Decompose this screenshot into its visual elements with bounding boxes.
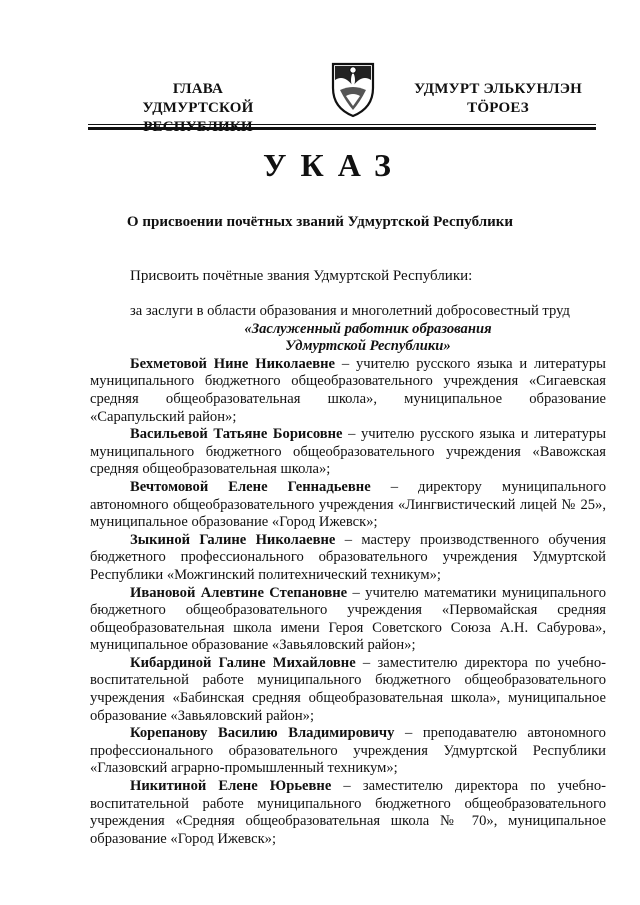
award-title-line1: «Заслуженный работник образования [244,320,492,337]
merit-text: за заслуги в области образования и многолетний добросовестный труд [130,303,570,319]
intro-text: Присвоить почётные звания Удмуртской Республики: [130,268,473,284]
header-rule-thick [88,127,596,130]
person-position: – преподавателю автономного профессионального образовательного учреждения Удмуртской Республики «Глазовский аграрно-промышленный техникум»; [90,725,606,777]
person-position: – учителю математики муниципального бюджетного общеобразовательного учреждения «Первомайская средняя общеобразовательная школа имени Героя Советского Союза А.Н. Сабурова», муниципальное образование «Завьяловский район»; [90,584,606,654]
person-name: Кибардиной Галине Михайловне [130,654,356,671]
person-entry [90,655,606,725]
document-subject: О присвоении почётных званий Удмуртской Республики [126,214,514,230]
document-title: УКАЗ [263,147,405,183]
award-title-line2: Удмуртской Республики» [285,338,451,355]
person-position: – заместителю директора по учебно-воспитательной работе муниципального бюджетного общеобразовательного учреждения «Бабинская средняя общеобразовательная школа», муниципальное образование «Завьяловский район»; [90,654,606,724]
person-entry [90,778,606,848]
header-right-line2: ТӦРОЕЗ [467,100,529,116]
person-position: – директору муниципального автономного общеобразовательного учреждения «Лингвистический лицей № 25», муниципальное образование «Город Ижевск»; [90,478,606,531]
person-position: – учителю русского языка и литературы муниципального бюджетного общеобразовательного учреждения «Вавожская средняя общеобразовательная школа»; [90,426,607,478]
person-entry [90,725,606,778]
person-position: – учителю русского языка и литературы муниципального бюджетного общеобразовательного учреждения «Сигаевская средняя общеобразовательная школа», муниципальное образование «Сарапульский район»; [90,355,606,425]
person-name: Зыкиной Галине Николаевне [130,531,336,548]
header-left-line2: УДМУРТСКОЙ [142,100,254,116]
person-name: Ивановой Алевтине Степановне [130,584,348,601]
person-name: Васильевой Татьяне Борисовне [130,426,343,443]
person-position: – мастеру производственного обучения бюджетного профессионального образовательного учреждения Удмуртской Республики «Можгинский политехнический техникум»; [90,531,606,583]
person-entry [90,426,606,479]
person-name: Вечтомовой Елене Геннадьевне [130,478,371,495]
person-entry [90,585,606,655]
header-left-line1: ГЛАВА [172,81,224,97]
person-position: – заместителю директора по учебно-воспитательной работе муниципального бюджетного общеобразовательного учреждения «Средняя общеобразовательная школа № 70», муниципальное образование «Город Ижевск»; [90,778,606,847]
decree-body [90,303,606,848]
coat-of-arms-icon [328,58,378,118]
header-rule-thin [88,124,596,125]
person-name: Корепанову Василию Владимировичу [130,725,395,742]
person-name: Бехметовой Нине Николаевне [130,355,336,372]
person-entry [90,479,606,532]
person-entry [90,356,606,426]
person-entry [90,532,606,585]
header-right-line1: УДМУРТ ЭЛЬКУНЛЭН [414,81,582,97]
person-name: Никитиной Елене Юрьевне [130,778,332,795]
header-right [400,80,596,118]
